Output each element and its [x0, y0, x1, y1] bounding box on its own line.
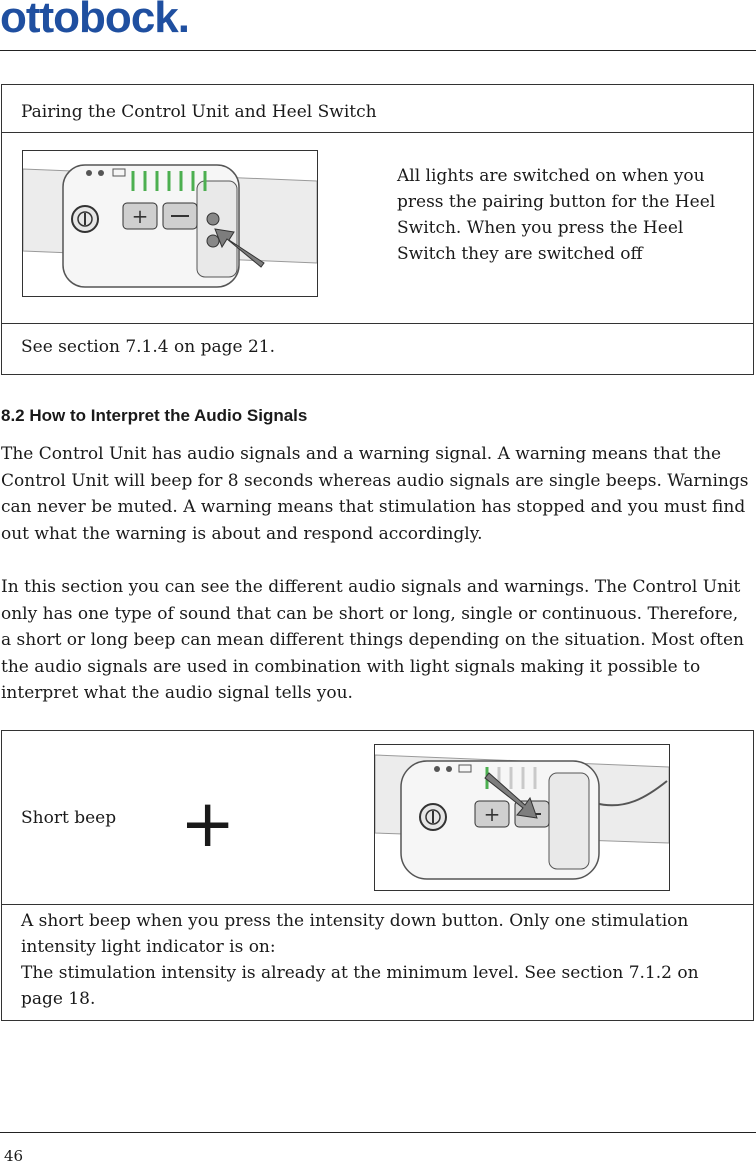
svg-text:+: +: [131, 204, 149, 228]
short-beep-label: Short beep: [21, 808, 117, 828]
footer-divider: [0, 1132, 756, 1133]
intensity-down-illustration: [375, 745, 669, 890]
brand-logo: ottobock.: [0, 0, 189, 42]
page-number: 46: [4, 1147, 24, 1165]
section-heading: 8.2 How to Interpret the Audio Signals: [1, 406, 308, 425]
control-unit-pairing-image: [22, 150, 318, 297]
short-beep-description-2: The stimulation intensity is already at the minimum level. See section 7.1.2 on page 18.: [21, 963, 699, 1009]
short-beep-description-row: [2, 904, 753, 1020]
pairing-reference: See section 7.1.4 on page 21.: [21, 337, 275, 357]
short-beep-description-1: A short beep when you press the intensity down button. Only one stimulation intensity light indicator is on:: [21, 911, 689, 957]
pairing-image-row: [2, 132, 753, 324]
plus-symbol: +: [180, 785, 236, 862]
pairing-title: Pairing the Control Unit and Heel Switch: [21, 102, 377, 122]
svg-text:+: +: [483, 802, 501, 826]
intensity-down-image: [374, 744, 670, 891]
pairing-info-box: [1, 84, 754, 375]
short-beep-box: [1, 730, 754, 1021]
pairing-title-row: [2, 85, 753, 133]
control-unit-pairing-illustration: [23, 151, 317, 296]
section-paragraph-2: In this section you can see the different audio signals and warnings. The Control Unit only has one type of sound that can be short or long, single or continuous. Therefore, a short or long beep can mean different things depending on the situation. Most often the audio signals are used in combination with light signals making it possible to interpret what the audio signal tells you.: [1, 577, 744, 703]
header-divider: [0, 50, 756, 51]
section-paragraph-1: The Control Unit has audio signals and a warning signal. A warning means that the Control Unit will beep for 8 seconds whereas audio signals are single beeps. Warnings can never be muted. A warning means that stimulation has stopped and you must find out what the warning is about and respond accordingly.: [1, 444, 749, 544]
pairing-description: All lights are switched on when you press the pairing button for the Heel Switch. When you press the Heel Switch they are switched off: [397, 166, 716, 264]
pairing-reference-row: [2, 323, 753, 374]
short-beep-row: [2, 731, 753, 905]
